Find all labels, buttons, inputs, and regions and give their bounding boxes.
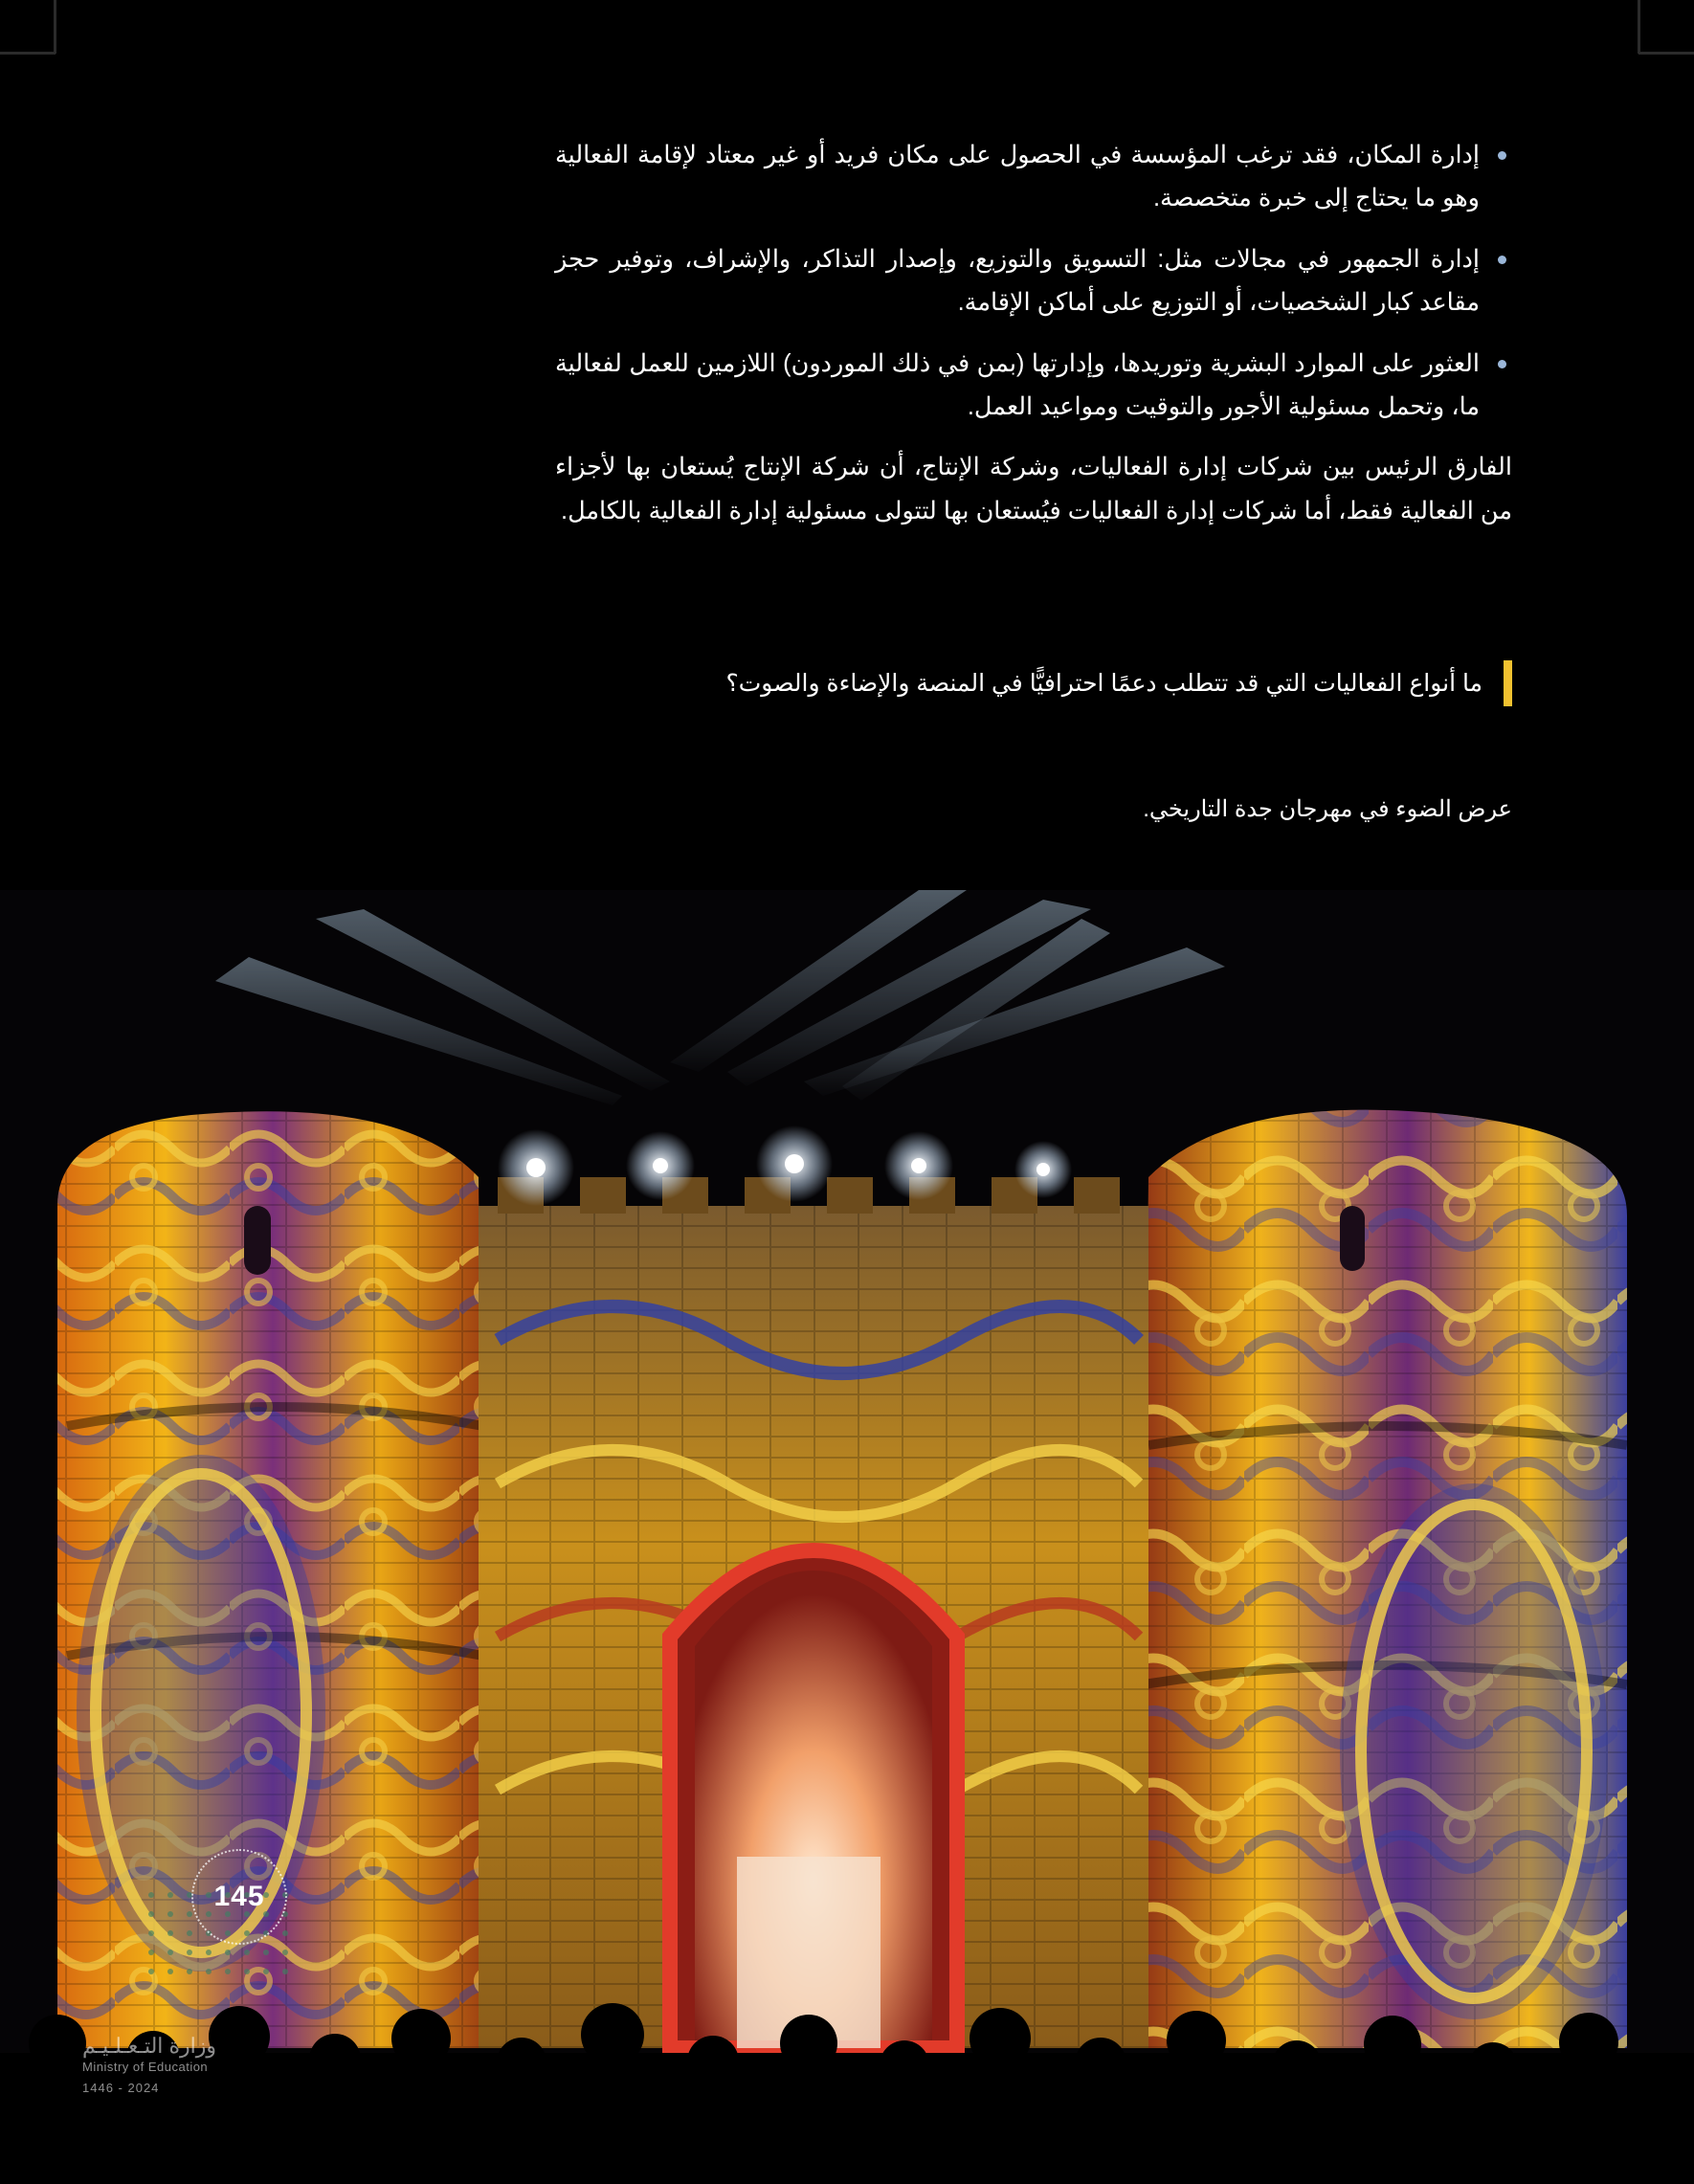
question-callout (555, 660, 1512, 706)
ministry-logo (82, 2033, 216, 2096)
bullet-list (555, 134, 1512, 429)
crop-mark-top-right-vertical (1638, 0, 1640, 54)
figure-caption: عرض الضوء في مهرجان جدة التاريخي. (1143, 796, 1512, 822)
crop-mark-top-right-horizontal (1638, 52, 1694, 55)
page-number-badge: 145 (191, 1849, 287, 1945)
accent-bar (1504, 660, 1512, 706)
body-content (555, 134, 1512, 533)
ministry-name-arabic: وزارة التـعـلـيـم (82, 2034, 217, 2058)
list-item: العثور على الموارد البشرية وتوريدها، وإدارتها (بمن في ذلك الموردون) اللازمين للعمل لفعالية ما، وتحمل مسئولية الأجور والتوقيت ومواعيد العمل. (555, 343, 1512, 430)
ministry-year: 2024 - 1446 (82, 2080, 160, 2095)
crop-mark-top-left-horizontal (0, 52, 56, 55)
ministry-name-english: Ministry of Education (82, 2059, 209, 2074)
body-paragraph: الفارق الرئيس بين شركات إدارة الفعاليات، وشركة الإنتاج، أن شركة الإنتاج يُستعان بها لأجزاء من الفعالية فقط، أما شركات إدارة الفعاليات فيُستعان بها لتتولى مسئولية إدارة الفعالية بالكامل. (555, 454, 1512, 524)
list-item: إدارة المكان، فقد ترغب المؤسسة في الحصول على مكان فريد أو غير معتاد لإقامة الفعالية وهو ما يحتاج إلى خبرة متخصصة. (555, 134, 1512, 221)
question-text: ما أنواع الفعاليات التي قد تتطلب دعمًا احترافيًّا في المنصة والإضاءة والصوت؟ (725, 670, 1482, 697)
right-tower (1139, 1110, 1627, 2048)
crop-mark-top-left-vertical (54, 0, 56, 54)
central-wall (479, 1125, 1148, 2048)
list-item: إدارة الجمهور في مجالات مثل: التسويق والتوزيع، وإصدار التذاكر، والإشراف، وتوفير حجز مقاعد كبار الشخصيات، أو التوزيع على أماكن الإقامة. (555, 238, 1512, 325)
